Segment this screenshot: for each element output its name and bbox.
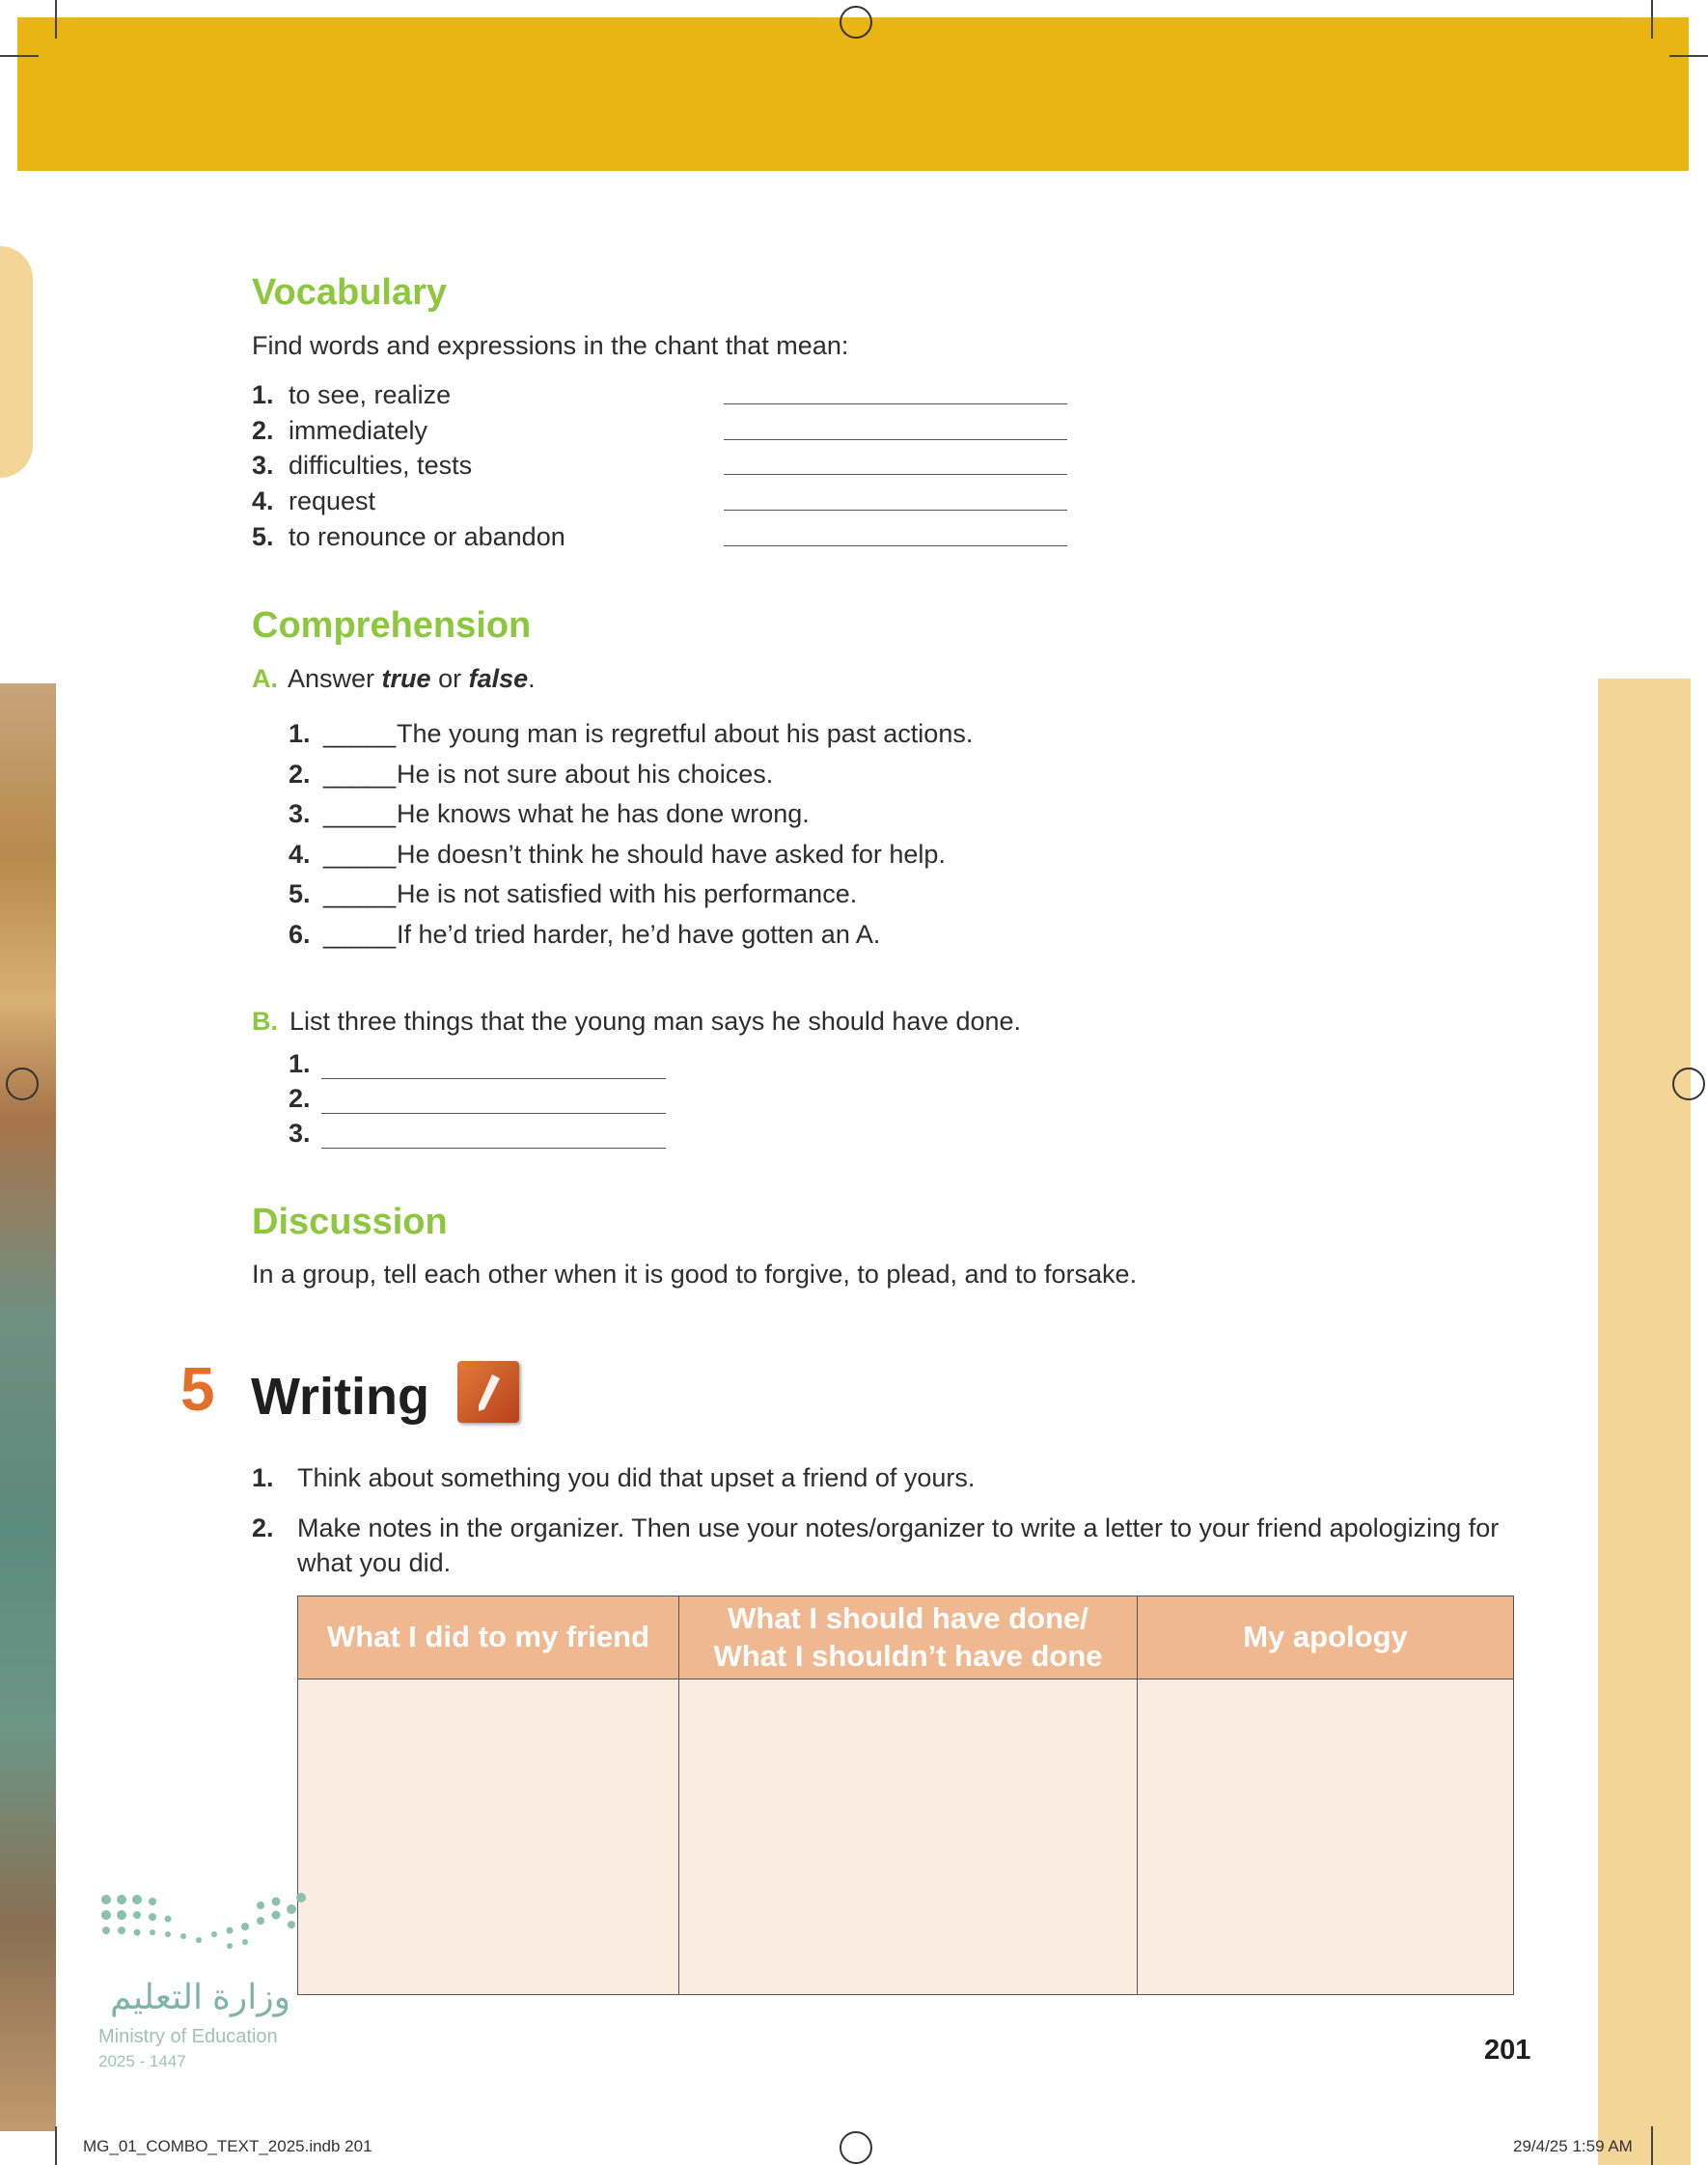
statement-row (289, 920, 880, 950)
statement-text: He is not sure about his choices. (397, 760, 774, 789)
left-decorative-arc (0, 246, 33, 478)
answer-line[interactable] (321, 1123, 666, 1149)
item-number: 4. (252, 486, 274, 515)
false-word: false (468, 664, 529, 693)
list-item (289, 1119, 666, 1149)
writing-step (252, 1463, 975, 1493)
writing-title: Writing (251, 1368, 429, 1426)
statement-text: He doesn’t think he should have asked for help. (397, 840, 946, 869)
answer-blank[interactable]: _____ (323, 719, 397, 748)
item-text: to renounce or abandon (289, 522, 565, 551)
writing-step-continued: what you did. (297, 1548, 452, 1577)
registration-mark-icon (6, 1068, 39, 1100)
table-header-should-have-done (679, 1596, 1138, 1679)
item-text: to see, realize (289, 380, 452, 409)
answer-line[interactable] (321, 1088, 666, 1114)
answer-blank[interactable]: _____ (323, 840, 397, 869)
answer-line[interactable] (724, 412, 1067, 440)
writing-step (252, 1513, 1499, 1543)
statement-number: 4. (289, 840, 311, 869)
footer-file-info: MG_01_COMBO_TEXT_2025.indb 201 (83, 2137, 372, 2155)
table-header-what-i-did: What I did to my friend (298, 1596, 679, 1679)
registration-mark-icon (840, 2131, 872, 2164)
statement-number: 5. (289, 879, 311, 908)
crop-mark (0, 55, 39, 57)
page-number: 201 (1484, 2035, 1531, 2066)
vocabulary-item (252, 486, 375, 516)
part-a-suffix: . (528, 664, 536, 693)
registration-mark-icon (1672, 1068, 1705, 1100)
comprehension-heading: Comprehension (252, 605, 532, 646)
true-word: true (381, 664, 431, 693)
step-text: Make notes in the organizer. Then use your notes/organizer to write a letter to your friend apologizing for (297, 1513, 1500, 1542)
vocabulary-instruction: Find words and expressions in the chant that mean: (252, 331, 849, 360)
statement-row (289, 799, 810, 829)
statement-number: 6. (289, 920, 311, 949)
statement-text: If he’d tried harder, he’d have gotten an A. (397, 920, 881, 949)
list-number: 3. (289, 1119, 311, 1148)
ministry-logo (98, 1892, 311, 1966)
statement-number: 3. (289, 799, 311, 828)
list-number: 1. (289, 1049, 311, 1078)
crop-mark (55, 0, 57, 39)
ministry-name-arabic: وزارة التعليم (110, 1977, 290, 2016)
part-a-letter: A. (252, 664, 278, 693)
vocabulary-item (252, 451, 472, 481)
statement-row (289, 879, 857, 909)
answer-line[interactable] (724, 483, 1067, 511)
answer-blank[interactable]: _____ (323, 920, 397, 949)
answer-line[interactable] (321, 1053, 666, 1079)
item-text: difficulties, tests (289, 451, 473, 480)
ministry-year: 2025 - 1447 (98, 2052, 186, 2070)
pencil-icon (457, 1361, 519, 1423)
left-photo-strip (0, 683, 56, 2131)
logo-dots-icon (98, 1892, 311, 1961)
statement-row (289, 760, 773, 790)
statement-number: 1. (289, 719, 311, 748)
vocabulary-item (252, 416, 427, 446)
part-a-middle: or (430, 664, 469, 693)
step-number: 2. (252, 1513, 274, 1542)
item-text: immediately (289, 416, 428, 445)
item-text: request (289, 486, 376, 515)
section-number: 5 (180, 1354, 215, 1424)
part-a-instruction (252, 664, 536, 694)
discussion-heading: Discussion (252, 1202, 448, 1242)
top-color-band (17, 17, 1689, 171)
crop-mark (1669, 55, 1708, 57)
vocabulary-heading: Vocabulary (252, 272, 448, 313)
table-cell-should-have-done[interactable] (679, 1679, 1138, 1995)
part-b-letter: B. (252, 1007, 278, 1036)
part-a-prefix: Answer (288, 664, 382, 693)
discussion-text: In a group, tell each other when it is good to forgive, to plead, and to forsake. (252, 1260, 1138, 1289)
crop-mark (55, 2126, 57, 2165)
part-b-text: List three things that the young man says he should have done. (289, 1007, 1022, 1036)
table-cell-my-apology[interactable] (1138, 1679, 1514, 1995)
statement-row (289, 840, 946, 870)
step-number: 1. (252, 1463, 274, 1492)
answer-blank[interactable]: _____ (323, 760, 397, 789)
crop-mark (1651, 0, 1653, 39)
item-number: 3. (252, 451, 274, 480)
crop-mark (1651, 2126, 1653, 2165)
part-b-instruction (252, 1007, 1021, 1037)
item-number: 2. (252, 416, 274, 445)
ministry-name-english: Ministry of Education (98, 2026, 278, 2047)
answer-line[interactable] (724, 447, 1067, 475)
statement-text: He knows what he has done wrong. (397, 799, 810, 828)
statement-number: 2. (289, 760, 311, 789)
answer-blank[interactable]: _____ (323, 799, 397, 828)
notes-organizer-table (297, 1596, 1514, 1995)
table-cell-what-i-did[interactable] (298, 1679, 679, 1995)
statement-row (289, 719, 973, 749)
item-number: 5. (252, 522, 274, 551)
statement-text: He is not satisfied with his performance. (397, 879, 858, 908)
answer-line[interactable] (724, 518, 1067, 546)
list-item (289, 1084, 666, 1114)
vocabulary-item (252, 380, 451, 410)
answer-blank[interactable]: _____ (323, 879, 397, 908)
list-item (289, 1049, 666, 1079)
item-number: 1. (252, 380, 274, 409)
answer-line[interactable] (724, 376, 1067, 404)
header-line: What I should have done/ (728, 1600, 1088, 1635)
registration-mark-icon (840, 6, 872, 39)
list-number: 2. (289, 1084, 311, 1113)
header-line: What I shouldn’t have done (713, 1638, 1103, 1673)
right-color-band (1598, 679, 1691, 2165)
table-header-my-apology: My apology (1138, 1596, 1514, 1679)
step-text: Think about something you did that upset a friend of yours. (297, 1463, 976, 1492)
statement-text: The young man is regretful about his past actions. (397, 719, 974, 748)
vocabulary-item (252, 522, 565, 552)
footer-timestamp: 29/4/25 1:59 AM (1513, 2137, 1633, 2155)
